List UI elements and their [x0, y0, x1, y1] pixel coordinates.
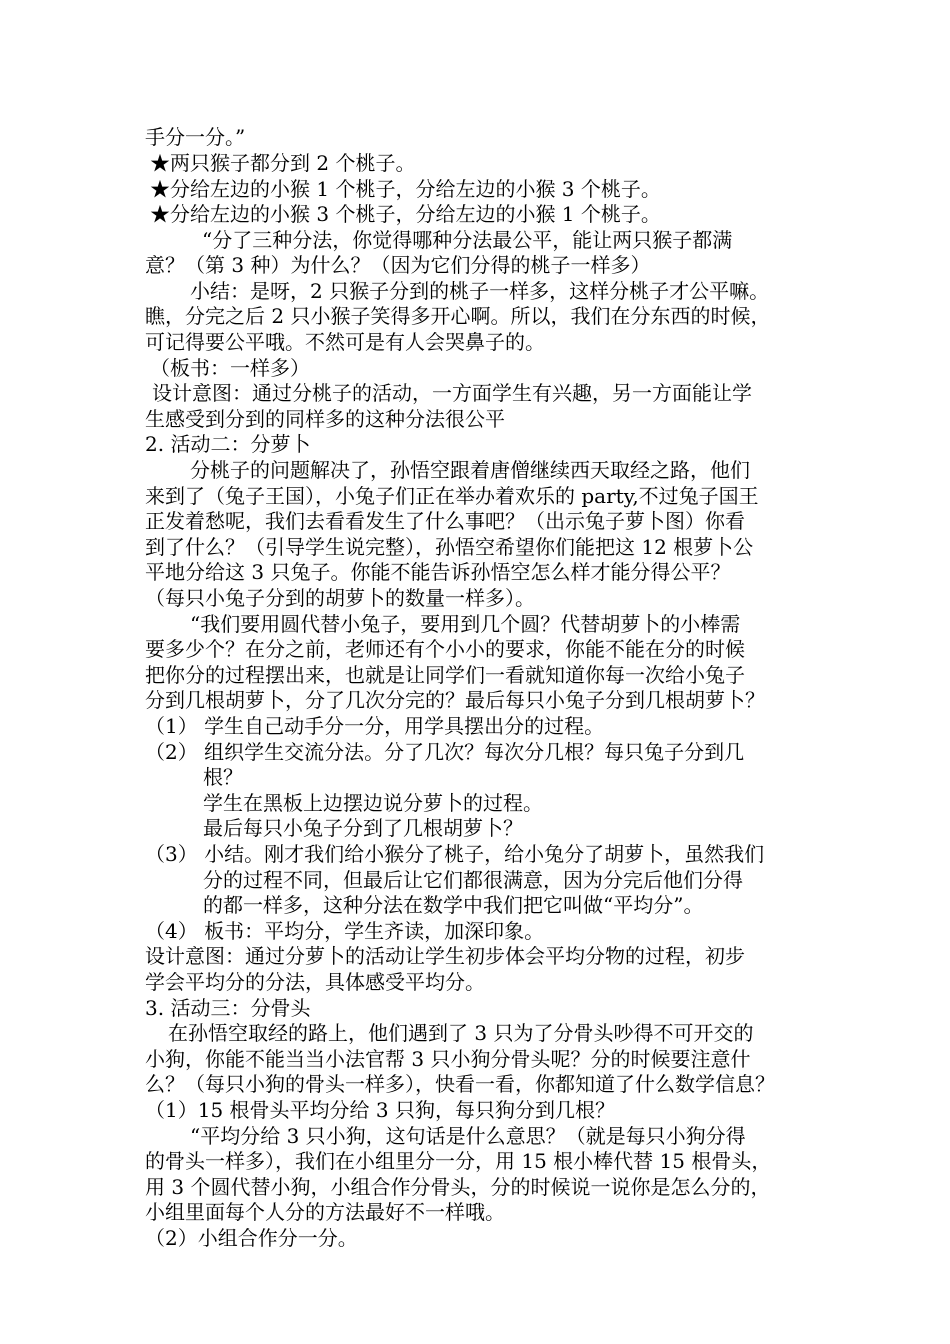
text-line: （每只小兔子分到的胡萝卜的数量一样多）。 [145, 586, 535, 610]
text-line: 把你分的过程摆出来，也就是让同学们一看就知道你每一次给小兔子 [145, 663, 745, 687]
list-item: （4） 板书：平均分，学生齐读，加深印象。 [145, 919, 545, 943]
list-item: （2）小组合作分一分。 [145, 1226, 358, 1250]
text-line: 小组里面每个人分的方法最好不一样哦。 [145, 1200, 505, 1224]
text-line: 学生在黑板上边摆边说分萝卜的过程。 [203, 791, 543, 815]
text-line: 小结：是呀，2 只猴子分到的桃子一样多，这样分桃子才公平嘛。 [190, 279, 770, 303]
list-item: （1） 学生自己动手分一分，用学具摆出分的过程。 [145, 714, 605, 738]
text-line: 要多少个？在分之前，老师还有个小小的要求，你能不能在分的时候 [145, 637, 745, 661]
text-line: 最后每只小兔子分到了几根胡萝卜？ [203, 816, 523, 840]
list-item: （2） 组织学生交流分法。分了几次？每次分几根？每只兔子分到几 [145, 740, 745, 764]
text-line: “分了三种分法，你觉得哪种分法最公平，能让两只猴子都满 [202, 228, 733, 252]
text-line: ★两只猴子都分到 2 个桃子。 [150, 151, 416, 175]
text-line: （板书：一样多） [150, 356, 310, 380]
text-line: 正发着愁呢，我们去看看发生了什么事吧？（出示兔子萝卜图）你看 [145, 509, 745, 533]
text-line: 的骨头一样多），我们在小组里分一分，用 15 根小棒代替 15 根骨头， [145, 1149, 772, 1173]
list-item: （1）15 根骨头平均分给 3 只狗，每只狗分到几根？ [145, 1098, 615, 1122]
text-line: 到了什么？（引导学生说完整），孙悟空希望你们能把这 12 根萝卜公 [145, 535, 754, 559]
text-line: 分到几根胡萝卜，分了几次分完的？最后每只小兔子分到几根胡萝卜？ [145, 688, 765, 712]
text-line: 小狗，你能不能当当小法官帮 3 只小狗分骨头呢？分的时候要注意什 [145, 1047, 751, 1071]
text-line: 来到了（兔子王国），小兔子们正在举办着欢乐的 party,不过兔子国王 [145, 484, 759, 508]
text-line: “平均分给 3 只小狗，这句话是什么意思？（就是每只小狗分得 [190, 1124, 746, 1148]
text-line: ★分给左边的小猴 3 个桃子，分给左边的小猴 1 个桃子。 [150, 202, 661, 226]
text-line: 根？ [203, 765, 243, 789]
text-line: 学会平均分的分法，具体感受平均分。 [145, 970, 485, 994]
text-line: “我们要用圆代替小兔子，要用到几个圆？代替胡萝卜的小棒需 [190, 612, 741, 636]
section-heading: 3. 活动三：分骨头 [145, 996, 311, 1020]
text-line: 用 3 个圆代替小狗，小组合作分骨头，分的时候说一说你是怎么分的， [145, 1175, 771, 1199]
text-line: 平地分给这 3 只兔子。你能不能告诉孙悟空怎么样才能分得公平？ [145, 560, 731, 584]
list-item: （3） 小结。刚才我们给小猴分了桃子，给小兔分了胡萝卜，虽然我们 [145, 842, 765, 866]
text-line: 设计意图：通过分桃子的活动，一方面学生有兴趣，另一方面能让学 [152, 381, 752, 405]
text-line: 意？（第 3 种）为什么？（因为它们分得的桃子一样多） [145, 253, 651, 277]
text-line: 的都一样多，这种分法在数学中我们把它叫做“平均分”。 [203, 893, 704, 917]
text-line: 瞧，分完之后 2 只小猴子笑得多开心啊。所以，我们在分东西的时候， [145, 304, 771, 328]
text-line: 分桃子的问题解决了，孙悟空跟着唐僧继续西天取经之路，他们 [190, 458, 750, 482]
text-line: 么？（每只小狗的骨头一样多），快看一看，你都知道了什么数学信息？ [145, 1072, 775, 1096]
text-line: 生感受到分到的同样多的这种分法很公平 [145, 407, 505, 431]
text-line: 设计意图：通过分萝卜的活动让学生初步体会平均分物的过程，初步 [145, 944, 745, 968]
section-heading: 2. 活动二：分萝卜 [145, 432, 311, 456]
text-line: 在孙悟空取经的路上，他们遇到了 3 只为了分骨头吵得不可开交的 [168, 1021, 754, 1045]
text-line: 分的过程不同，但最后让它们都很满意，因为分完后他们分得 [203, 868, 743, 892]
text-line: 可记得要公平哦。不然可是有人会哭鼻子的。 [145, 330, 545, 354]
text-line: ★分给左边的小猴 1 个桃子，分给左边的小猴 3 个桃子。 [150, 177, 661, 201]
text-line: 手分一分。” [145, 125, 246, 149]
